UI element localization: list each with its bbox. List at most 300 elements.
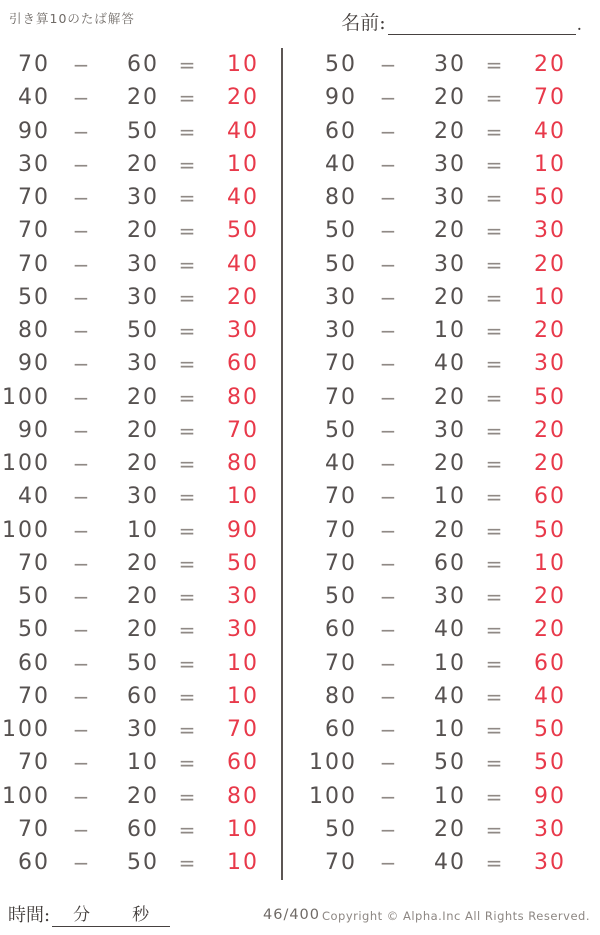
minuend: 40 (325, 151, 357, 177)
name-line-period: . (576, 15, 582, 35)
answer-value: 10 (227, 850, 259, 875)
equals-sign: = (178, 751, 198, 776)
answer-value: 10 (534, 151, 566, 177)
equals-sign: = (178, 418, 198, 443)
problem-row (0, 83, 270, 113)
minuend: 40 (325, 451, 357, 476)
subtrahend: 20 (127, 384, 159, 410)
minuend: 50 (325, 584, 357, 609)
problems-column-right (307, 50, 577, 878)
minuend: 50 (325, 417, 357, 443)
subtrahend: 20 (127, 218, 159, 244)
minus-sign: − (72, 485, 92, 510)
subtrahend: 40 (434, 351, 466, 377)
equals-sign: = (485, 684, 505, 709)
subtrahend: 20 (127, 783, 159, 809)
equals-sign: = (178, 352, 198, 377)
subtrahend: 30 (127, 185, 159, 210)
minuend: 70 (18, 251, 50, 277)
minuend: 100 (2, 384, 50, 410)
problem-row (307, 250, 577, 280)
equals-sign: = (178, 817, 198, 842)
minuend: 50 (325, 251, 357, 277)
minutes-label: 分 (73, 905, 91, 925)
minus-sign: − (72, 751, 92, 776)
equals-sign: = (485, 851, 505, 875)
subtrahend: 20 (434, 118, 466, 144)
minuend: 90 (325, 85, 357, 111)
subtrahend: 20 (434, 284, 466, 310)
problem-row (307, 183, 577, 213)
seconds-label: 秒 (132, 905, 150, 925)
problem-row (0, 117, 270, 147)
equals-sign: = (485, 817, 505, 842)
minus-sign: − (72, 851, 92, 875)
minuend: 30 (18, 151, 50, 177)
copyright-notice: Copyright © Alpha.Inc All Rights Reserved. (321, 909, 590, 923)
minuend: 50 (18, 584, 50, 609)
answer-value: 50 (534, 185, 566, 210)
subtrahend: 10 (434, 484, 466, 510)
minuend: 70 (325, 650, 357, 676)
minus-sign: − (379, 352, 399, 377)
problem-row (307, 50, 577, 80)
minus-sign: − (72, 518, 92, 543)
name-field (341, 8, 582, 35)
minus-sign: − (379, 651, 399, 676)
subtrahend: 30 (127, 717, 159, 742)
equals-sign: = (178, 684, 198, 709)
answer-value: 80 (227, 384, 259, 410)
subtrahend: 50 (127, 318, 159, 343)
minuend: 70 (18, 683, 50, 709)
answer-value: 10 (227, 52, 259, 77)
minuend: 70 (325, 484, 357, 510)
subtrahend: 30 (434, 251, 466, 277)
problem-row (0, 782, 270, 812)
minuend: 100 (2, 517, 50, 543)
equals-sign: = (178, 485, 198, 510)
answer-value: 30 (534, 850, 566, 875)
equals-sign: = (485, 285, 505, 310)
problem-row (0, 516, 270, 546)
equals-sign: = (178, 784, 198, 809)
equals-sign: = (485, 319, 505, 343)
subtrahend: 20 (434, 218, 466, 244)
subtrahend: 40 (434, 617, 466, 643)
minuend: 100 (309, 750, 357, 776)
answer-value: 30 (227, 318, 259, 343)
equals-sign: = (485, 186, 505, 210)
minuend: 70 (18, 816, 50, 842)
problem-row (307, 416, 577, 446)
equals-sign: = (485, 784, 505, 809)
minuend: 50 (18, 617, 50, 643)
answer-value: 60 (227, 750, 259, 776)
subtrahend: 20 (434, 384, 466, 410)
problem-row (0, 216, 270, 246)
problem-row (0, 383, 270, 413)
minuend: 80 (18, 318, 50, 343)
problem-row (307, 815, 577, 845)
subtrahend: 30 (434, 584, 466, 609)
answer-value: 70 (227, 417, 259, 443)
answer-value: 10 (227, 683, 259, 709)
problem-row (307, 150, 577, 180)
answer-value: 40 (227, 118, 259, 144)
subtrahend: 30 (127, 351, 159, 377)
answer-value: 30 (227, 617, 259, 643)
problem-row (0, 416, 270, 446)
time-label: 時間: (8, 905, 51, 926)
minuend: 100 (2, 783, 50, 809)
minus-sign: − (379, 452, 399, 476)
answer-value: 40 (227, 251, 259, 277)
name-label: 名前: (341, 12, 386, 34)
answer-value: 20 (534, 52, 566, 77)
minus-sign: − (379, 53, 399, 77)
answer-value: 50 (227, 550, 259, 576)
problem-row (307, 649, 577, 679)
minuend: 60 (325, 717, 357, 742)
answer-value: 20 (534, 318, 566, 343)
answer-value: 20 (534, 451, 566, 476)
subtrahend: 60 (434, 550, 466, 576)
minus-sign: − (379, 851, 399, 875)
minus-sign: − (379, 817, 399, 842)
answer-value: 60 (227, 351, 259, 377)
problem-row (0, 250, 270, 280)
minus-sign: − (379, 86, 399, 111)
problem-row (307, 516, 577, 546)
equals-sign: = (485, 219, 505, 244)
equals-sign: = (178, 618, 198, 643)
problem-row (307, 117, 577, 147)
problem-row (0, 549, 270, 579)
minus-sign: − (379, 186, 399, 210)
answer-value: 40 (227, 185, 259, 210)
equals-sign: = (485, 518, 505, 543)
subtrahend: 30 (127, 284, 159, 310)
subtrahend: 20 (127, 151, 159, 177)
equals-sign: = (485, 352, 505, 377)
minuend: 70 (18, 750, 50, 776)
subtrahend: 40 (434, 850, 466, 875)
answer-value: 10 (534, 550, 566, 576)
minus-sign: − (72, 618, 92, 643)
minuend: 40 (18, 484, 50, 510)
minus-sign: − (72, 551, 92, 576)
minus-sign: − (72, 385, 92, 410)
minuend: 90 (18, 118, 50, 144)
problem-row (0, 283, 270, 313)
minuend: 90 (18, 417, 50, 443)
answer-value: 80 (227, 783, 259, 809)
subtrahend: 20 (127, 550, 159, 576)
minus-sign: − (72, 585, 92, 609)
answer-value: 10 (227, 816, 259, 842)
worksheet-header (0, 0, 600, 46)
subtrahend: 20 (127, 584, 159, 609)
minuend: 50 (325, 816, 357, 842)
time-field (8, 900, 170, 927)
subtrahend: 30 (434, 417, 466, 443)
problem-row (0, 848, 270, 878)
minus-sign: − (72, 186, 92, 210)
equals-sign: = (178, 219, 198, 244)
equals-sign: = (485, 485, 505, 510)
subtrahend: 10 (127, 517, 159, 543)
minus-sign: − (72, 684, 92, 709)
minus-sign: − (379, 784, 399, 809)
problem-row (307, 682, 577, 712)
subtrahend: 10 (127, 750, 159, 776)
minuend: 40 (18, 85, 50, 111)
problem-row (307, 83, 577, 113)
subtrahend: 50 (127, 650, 159, 676)
worksheet-footer (0, 896, 600, 935)
problem-row (0, 150, 270, 180)
subtrahend: 20 (127, 617, 159, 643)
minus-sign: − (72, 651, 92, 676)
minus-sign: − (379, 319, 399, 343)
problems-column-left (0, 50, 270, 878)
minuend: 70 (325, 351, 357, 377)
equals-sign: = (485, 86, 505, 111)
problem-row (307, 748, 577, 778)
problem-row (307, 349, 577, 379)
answer-value: 30 (227, 584, 259, 609)
minus-sign: − (379, 119, 399, 144)
problem-row (0, 715, 270, 745)
problem-row (307, 383, 577, 413)
answer-value: 20 (534, 251, 566, 277)
problem-row (0, 748, 270, 778)
subtrahend: 10 (434, 783, 466, 809)
minus-sign: − (379, 152, 399, 177)
subtrahend: 20 (434, 85, 466, 111)
minuend: 70 (325, 550, 357, 576)
subtrahend: 20 (434, 816, 466, 842)
subtrahend: 20 (434, 451, 466, 476)
equals-sign: = (485, 53, 505, 77)
answer-value: 70 (534, 85, 566, 111)
minuend: 60 (18, 650, 50, 676)
answer-value: 80 (227, 451, 259, 476)
equals-sign: = (178, 585, 198, 609)
page-title: 引き算10のたば解答 (9, 11, 135, 26)
minus-sign: − (379, 751, 399, 776)
problem-row (0, 615, 270, 645)
minuend: 60 (18, 850, 50, 875)
equals-sign: = (178, 385, 198, 410)
minus-sign: − (379, 618, 399, 643)
answer-value: 40 (534, 118, 566, 144)
minus-sign: − (72, 86, 92, 111)
subtrahend: 10 (434, 650, 466, 676)
minuend: 70 (18, 185, 50, 210)
problem-row (307, 715, 577, 745)
problem-row (307, 283, 577, 313)
problem-row (0, 449, 270, 479)
minus-sign: − (72, 817, 92, 842)
minuend: 50 (325, 52, 357, 77)
minuend: 70 (18, 52, 50, 77)
answer-value: 20 (534, 617, 566, 643)
problem-row (307, 549, 577, 579)
answer-value: 50 (534, 517, 566, 543)
subtrahend: 50 (127, 118, 159, 144)
minus-sign: − (379, 418, 399, 443)
equals-sign: = (178, 551, 198, 576)
time-blank-line[interactable] (52, 900, 170, 927)
subtrahend: 30 (434, 52, 466, 77)
minus-sign: − (72, 352, 92, 377)
problem-row (307, 615, 577, 645)
problem-row (307, 216, 577, 246)
minuend: 100 (2, 717, 50, 742)
equals-sign: = (178, 651, 198, 676)
problem-row (307, 482, 577, 512)
minuend: 100 (309, 783, 357, 809)
minus-sign: − (379, 684, 399, 709)
equals-sign: = (178, 851, 198, 875)
minus-sign: − (72, 718, 92, 742)
equals-sign: = (178, 452, 198, 476)
subtrahend: 60 (127, 683, 159, 709)
minus-sign: − (379, 485, 399, 510)
subtrahend: 30 (127, 251, 159, 277)
answer-value: 20 (534, 584, 566, 609)
minuend: 80 (325, 185, 357, 210)
equals-sign: = (178, 319, 198, 343)
subtrahend: 40 (434, 683, 466, 709)
minuend: 50 (18, 284, 50, 310)
minus-sign: − (72, 452, 92, 476)
minuend: 80 (325, 683, 357, 709)
answer-value: 60 (534, 484, 566, 510)
problem-row (0, 682, 270, 712)
minuend: 70 (325, 850, 357, 875)
answer-value: 20 (227, 284, 259, 310)
minuend: 60 (325, 617, 357, 643)
subtrahend: 30 (127, 484, 159, 510)
problem-row (0, 649, 270, 679)
equals-sign: = (485, 551, 505, 576)
answer-value: 90 (227, 517, 259, 543)
subtrahend: 20 (127, 417, 159, 443)
problem-row (0, 815, 270, 845)
minus-sign: − (72, 119, 92, 144)
minus-sign: − (72, 319, 92, 343)
minus-sign: − (72, 53, 92, 77)
answer-value: 10 (227, 650, 259, 676)
minus-sign: − (379, 252, 399, 277)
answer-value: 50 (534, 750, 566, 776)
subtrahend: 60 (127, 816, 159, 842)
problem-row (307, 582, 577, 612)
answer-value: 30 (534, 351, 566, 377)
equals-sign: = (485, 618, 505, 643)
answer-value: 50 (534, 717, 566, 742)
equals-sign: = (485, 119, 505, 144)
minus-sign: − (379, 385, 399, 410)
equals-sign: = (485, 385, 505, 410)
subtrahend: 50 (434, 750, 466, 776)
subtrahend: 30 (434, 185, 466, 210)
minuend: 30 (325, 284, 357, 310)
equals-sign: = (485, 452, 505, 476)
problems-area (0, 50, 600, 882)
minus-sign: − (72, 219, 92, 244)
subtrahend: 10 (434, 717, 466, 742)
problem-row (0, 482, 270, 512)
minus-sign: − (379, 285, 399, 310)
minus-sign: − (379, 551, 399, 576)
problem-row (0, 316, 270, 346)
minuend: 70 (18, 550, 50, 576)
answer-value: 30 (534, 816, 566, 842)
column-divider-line (281, 48, 283, 880)
equals-sign: = (178, 186, 198, 210)
minus-sign: − (72, 152, 92, 177)
page-number: 46/400 (263, 907, 321, 923)
minuend: 90 (18, 351, 50, 377)
problem-row (0, 50, 270, 80)
name-blank-line[interactable] (388, 12, 576, 35)
answer-value: 70 (227, 717, 259, 742)
minus-sign: − (72, 784, 92, 809)
answer-value: 40 (534, 683, 566, 709)
problem-row (307, 316, 577, 346)
answer-value: 10 (534, 284, 566, 310)
minus-sign: − (379, 718, 399, 742)
equals-sign: = (485, 252, 505, 277)
minus-sign: − (379, 518, 399, 543)
equals-sign: = (178, 86, 198, 111)
minus-sign: − (379, 219, 399, 244)
answer-value: 10 (227, 151, 259, 177)
subtrahend: 10 (434, 318, 466, 343)
equals-sign: = (178, 285, 198, 310)
problem-row (0, 349, 270, 379)
minuend: 50 (325, 218, 357, 244)
subtrahend: 50 (127, 850, 159, 875)
minuend: 30 (325, 318, 357, 343)
answer-value: 60 (534, 650, 566, 676)
minuend: 100 (2, 451, 50, 476)
equals-sign: = (485, 418, 505, 443)
minuend: 70 (325, 517, 357, 543)
equals-sign: = (178, 119, 198, 144)
problem-row (0, 183, 270, 213)
equals-sign: = (178, 152, 198, 177)
minus-sign: − (72, 285, 92, 310)
equals-sign: = (178, 252, 198, 277)
subtrahend: 60 (127, 52, 159, 77)
answer-value: 20 (227, 85, 259, 111)
minuend: 60 (325, 118, 357, 144)
equals-sign: = (485, 152, 505, 177)
answer-value: 50 (534, 384, 566, 410)
answer-value: 20 (534, 417, 566, 443)
subtrahend: 20 (434, 517, 466, 543)
equals-sign: = (485, 751, 505, 776)
subtrahend: 20 (127, 451, 159, 476)
problem-row (307, 782, 577, 812)
equals-sign: = (178, 53, 198, 77)
equals-sign: = (178, 518, 198, 543)
